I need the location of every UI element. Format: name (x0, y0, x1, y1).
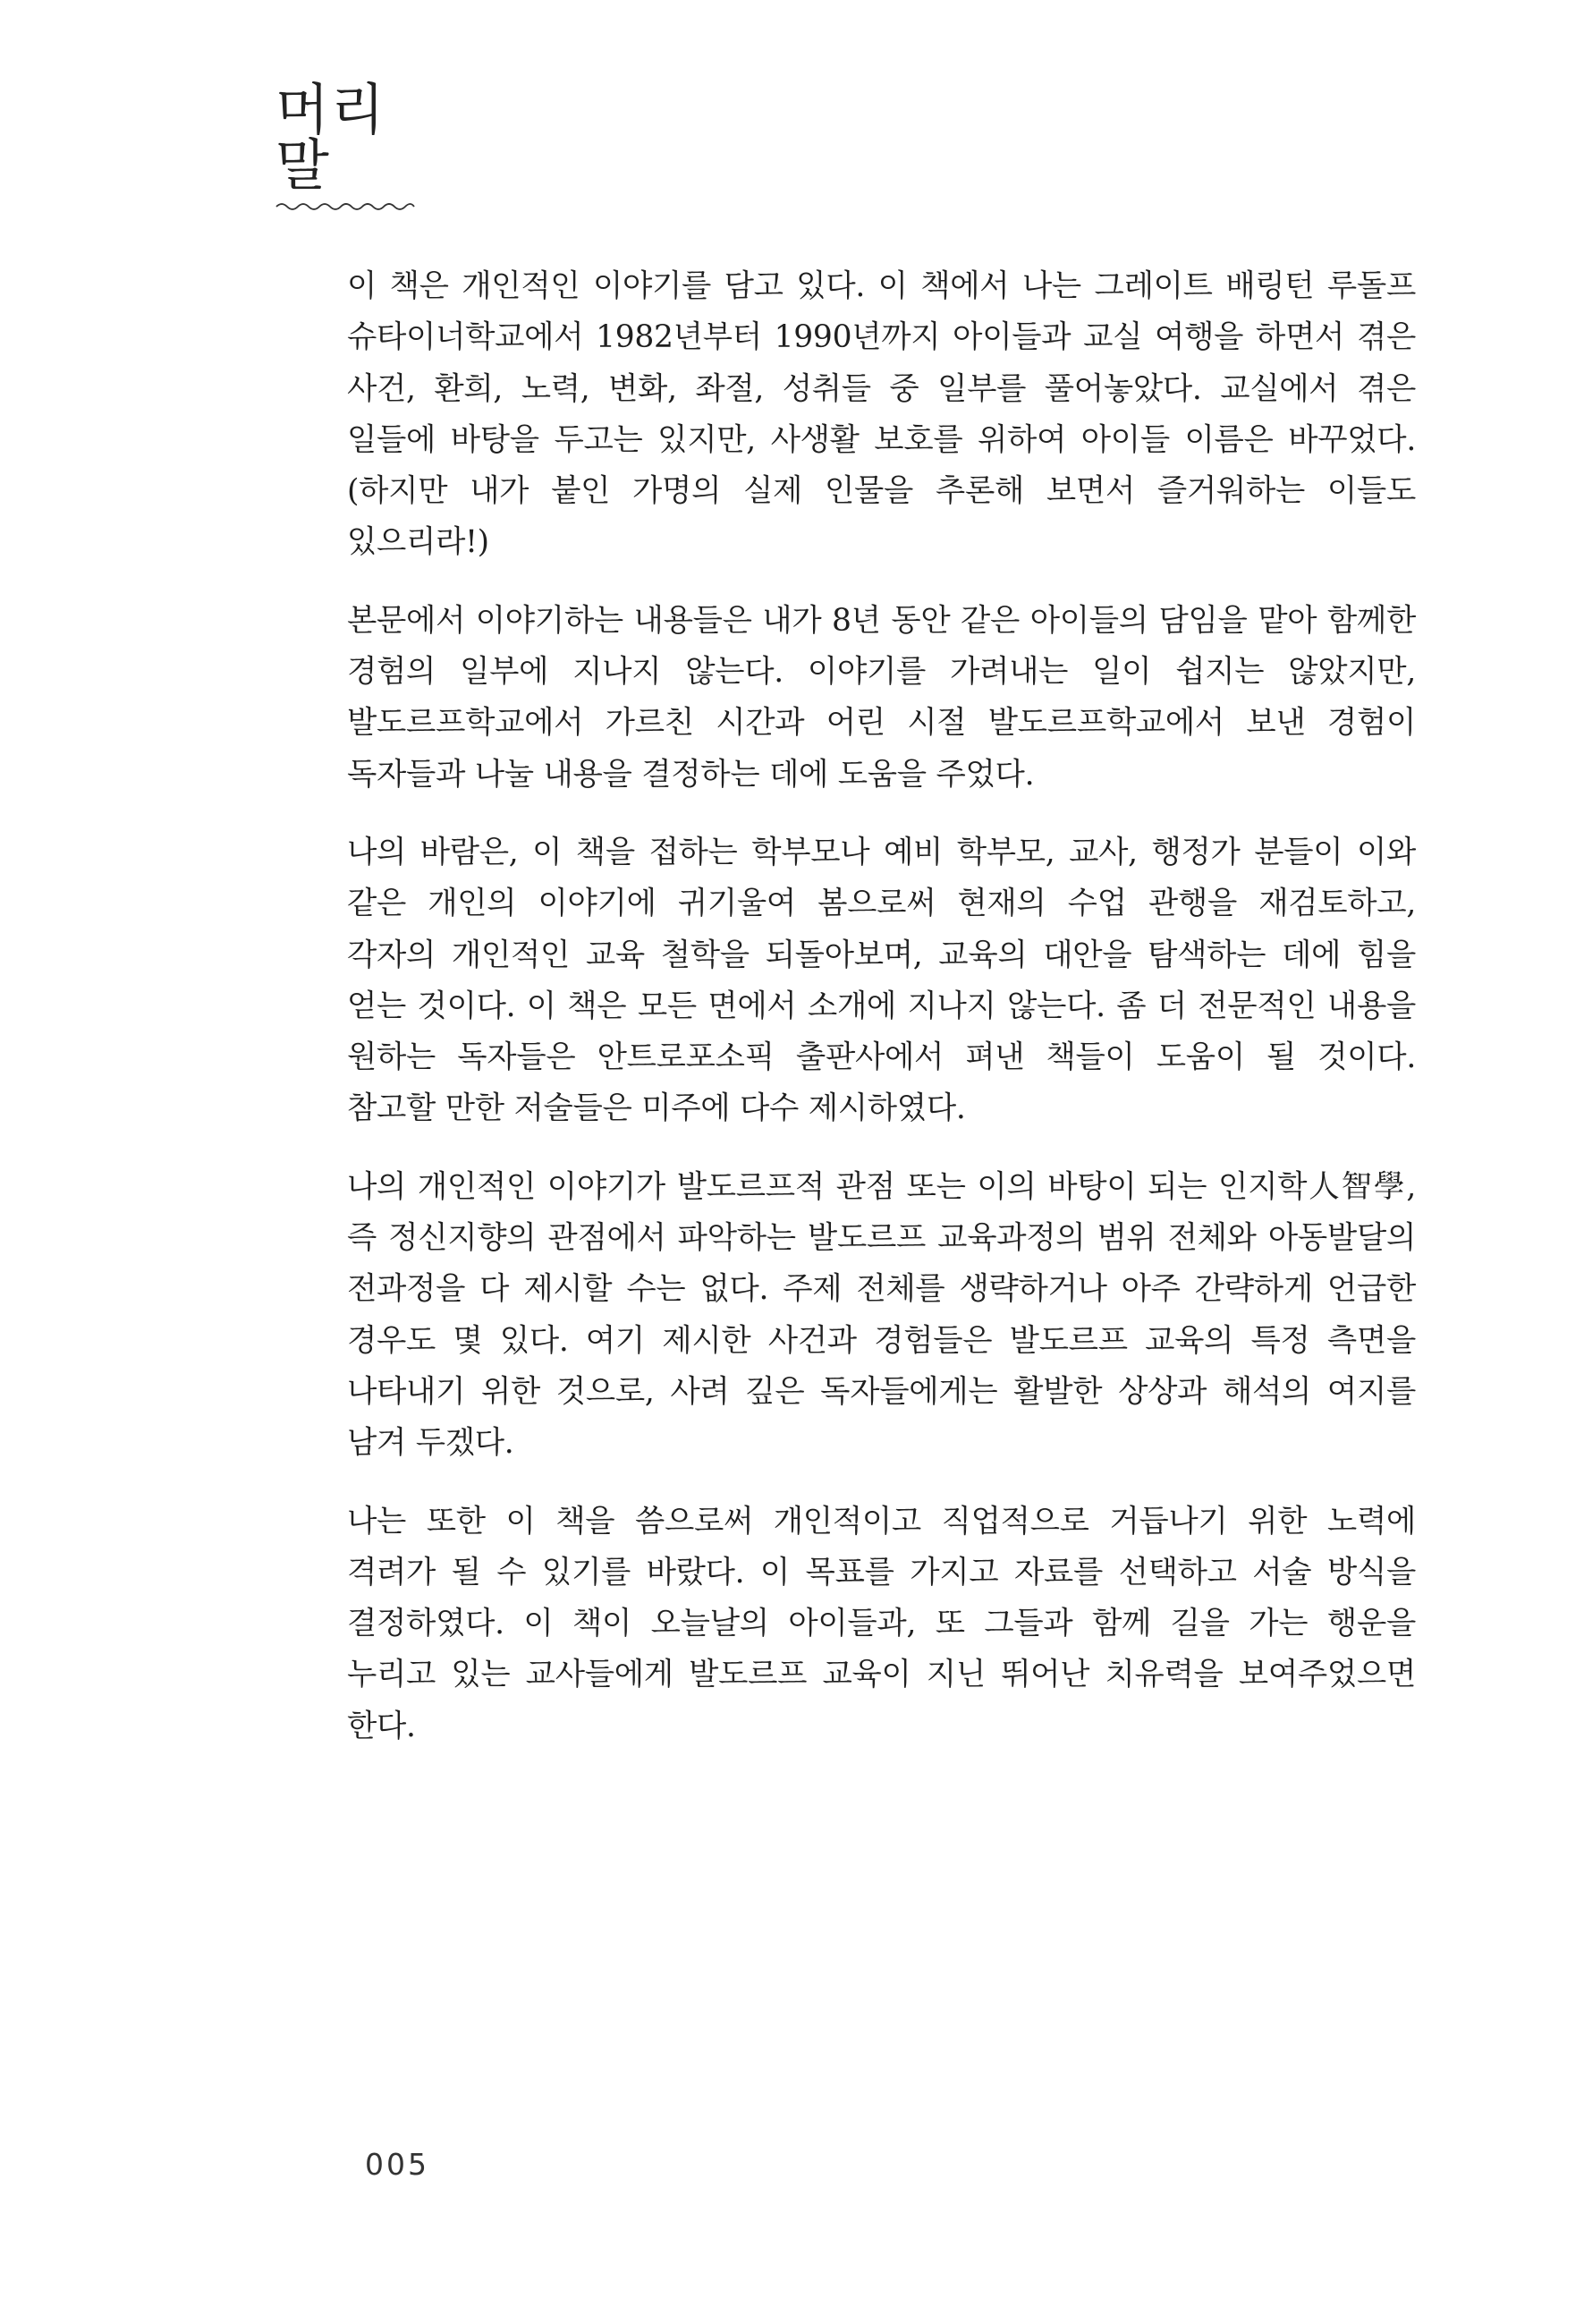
paragraph: 이 책은 개인적인 이야기를 담고 있다. 이 책에서 나는 그레이트 배링턴 루돌프 슈타이너학교에서 1982년부터 1990년까지 아이들과 교실 여행을 하면서 겪은 사건, 환희, 노력, 변화, 좌절, 성취들 중 일부를 풀어놓았다. 교실에서 겪은 일들에 바탕을 두고는 있지만, 사생활 보호를 위하여 아이들 이름은 바꾸었다. (하지만 내가 붙인 가명의 실제 인물을 추론해 보면서 즐거워하는 이들도 있으리라!) (347, 268, 1416, 561)
wavy-underline (275, 200, 415, 213)
paragraph: 나는 또한 이 책을 씀으로써 개인적이고 직업적으로 거듭나기 위한 노력에 격려가 될 수 있기를 바랐다. 이 목표를 가지고 자료를 선택하고 서술 방식을 결정하였다. 이 책이 오늘날의 아이들과, 또 그들과 함께 길을 가는 행운을 누리고 있는 교사들에게 발도르프 교육이 지닌 뛰어난 치유력을 보여주었으면 한다. (347, 1503, 1416, 1744)
paragraph: 본문에서 이야기하는 내용들은 내가 8년 동안 같은 아이들의 담임을 맡아 함께한 경험의 일부에 지나지 않는다. 이야기를 가려내는 일이 쉽지는 않았지만, 발도르프학교에서 가르친 시간과 어린 시절 발도르프학교에서 보낸 경험이 독자들과 나눌 내용을 결정하는 데에 도움을 주었다. (347, 602, 1416, 793)
page-title: 머리말 (275, 77, 386, 198)
paragraph: 나의 바람은, 이 책을 접하는 학부모나 예비 학부모, 교사, 행정가 분들이 이와 같은 개인의 이야기에 귀기울여 봄으로써 현재의 수업 관행을 재검토하고, 각자의 개인적인 교육 철학을 되돌아보며, 교육의 대안을 탐색하는 데에 힘을 얻는 것이다. 이 책은 모든 면에서 소개에 지나지 않는다. 좀 더 전문적인 내용을 원하는 독자들은 안트로포소픽 출판사에서 펴낸 책들이 도움이 될 것이다. 참고할 만한 저술들은 미주에 다수 제시하였다. (347, 834, 1416, 1127)
paragraph: 나의 개인적인 이야기가 발도르프적 관점 또는 이의 바탕이 되는 인지학人智學, 즉 정신지향의 관점에서 파악하는 발도르프 교육과정의 범위 전체와 아동발달의 전과정을 다 제시할 수는 없다. 주제 전체를 생략하거나 아주 간략하게 언급한 경우도 몇 있다. 여기 제시한 사건과 경험들은 발도르프 교육의 특정 측면을 나타내기 위한 것으로, 사려 깊은 독자들에게는 활발한 상상과 해석의 여지를 남겨 두겠다. (347, 1168, 1416, 1462)
preface-body (347, 261, 1416, 1779)
title-block (275, 77, 428, 213)
page-number: 005 (365, 2147, 429, 2182)
